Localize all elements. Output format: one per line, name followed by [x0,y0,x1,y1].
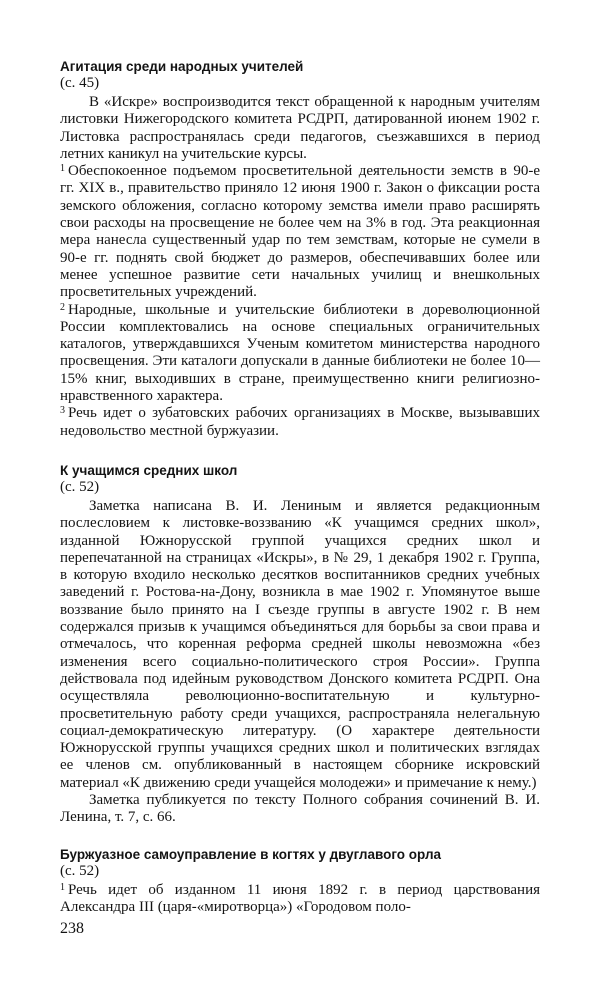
body-paragraph: Заметка публикуется по тексту Полного собрания сочинений В. И. Ленина, т. 7, с. 66. [60,791,540,826]
footnote [60,302,540,406]
footnote-number: 3 [60,405,65,417]
footnote-text: Обеспокоенное подъемом просветительной деятельности земств в 90-е гг. XIX в., правительство приняло 12 июня 1900 г. Закон о фиксации роста земского обложения, согласно которому земства имели право расширять свои расходы на просвещение не более чем на 3% в год. Эта реакционная мера нанесла существенный удар по тем земствам, которые не сумели в 90-е гг. поднять свой бюджет до размеров, обеспечивавших более или менее успешное развитие сети начальных училищ и внешкольных просветительных учреждений. [60,163,540,301]
footnote-number: 2 [60,301,65,313]
section-heading: К учащимся средних школ [60,462,238,478]
footnote-text: Речь идет об изданном 11 июня 1892 г. в период царствования Александра III (царя-«миротворца») «Городовом поло- [60,881,540,915]
section-spacer [60,827,540,846]
section-agitation [60,58,540,440]
footnote [60,882,540,917]
section-students [60,462,540,827]
body-paragraph: В «Искре» воспроизводится текст обращенной к народным учителям листовки Нижегородского комитета РСДРП, датированной июнем 1902 г. Листовка распространялась среди педагогов, съезжавшихся в период летних каникул на учительские курсы. [60,94,540,162]
section-heading: Буржуазное самоуправление в когтях у двуглавого орла [60,846,442,862]
footnote [60,163,540,301]
footnote [60,405,540,440]
footnote-number: 1 [60,881,65,893]
page-number: 238 [60,920,84,938]
page-reference: (с. 45) [60,75,100,91]
section-heading: Агитация среди народных учителей [60,59,304,74]
footnote-text: Народные, школьные и учительские библиотеки в дореволюционной России комплектовались на основе специальных ограничительных каталогов, утверждавшихся Ученым комитетом министерства народного просвещения. Эти каталоги допускали в данные библиотеки не более 10—15% книг, выходивших в стране, преимущественно книги религиозно-нравственного характера. [60,301,540,405]
footnote-text: Речь идет о зубатовских рабочих организациях в Москве, вызывавших недовольство местной буржуазии. [60,405,540,439]
section-spacer [60,440,540,462]
page-reference: (с. 52) [60,478,100,495]
section-self-government [60,846,540,917]
body-paragraph: Заметка написана В. И. Лениным и является редакционным послесловием к листовке-воззванию «К учащимся средних школ», изданной Южнорусской группой учащихся средних школ и перепечатанной на страницах «Искры», в № 29, 1 декабря 1902 г. Группа, в которую входило несколько десятков воспитанников средних учебных заведений г. Ростова-на-Дону, возникла в мае 1902 г. Упомянутое выше воззвание было принято на I съезде группы в августе 1902 г. В нем содержался призыв к учащимся объединяться для борьбы за свои права и отмечалось, что коренная реформа средней школы невозможна «без изменения всего социально-политического строя России». Группа действовала под идейным руководством Донского комитета РСДРП. Она осуществляла революционно-воспитательную и культурно-просветительную работу среди учащихся, распространяла нелегальную социал-демократическую литературу. (О характере деятельности Южнорусской группы учащихся средних школ и политических взглядах ее членов см. опубликованный в настоящем сборнике искровский материал «К движению среди учащейся молодежи» и примечание к нему.) [60,497,540,791]
page-reference: (с. 52) [60,862,100,879]
footnote-number: 1 [60,163,65,175]
